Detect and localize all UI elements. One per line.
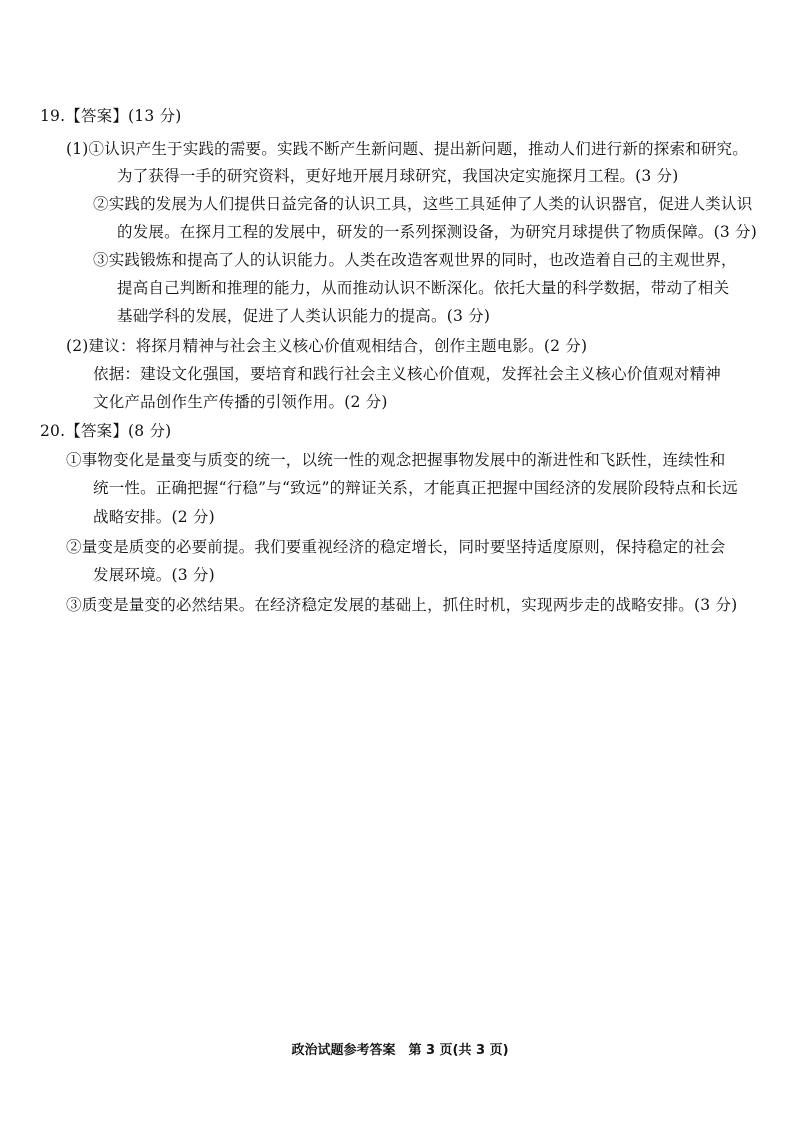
q19-part1-point1-line1: (1)①认识产生于实践的需要。实践不断产生新问题、提出新问题，推动人们进行新的探索和研究。 [66, 140, 748, 158]
q19-part2-basis-line2: 文化产品创作生产传播的引领作用。(2 分) [93, 393, 388, 411]
q19-part1-point3-line3: 基础学科的发展，促进了人类认识能力的提高。(3 分) [117, 307, 491, 325]
q19-part2-suggestion: (2)建议：将探月精神与社会主义核心价值观相结合，创作主题电影。(2 分) [66, 337, 588, 355]
q20-point2-line2: 发展环境。(3 分) [93, 566, 215, 584]
q19-part1-point2-line2: 的发展。在探月工程的发展中，研发的一系列探测设备，为研究月球提供了物质保障。(3 分) [117, 223, 757, 241]
q20-point1-line3: 战略安排。(2 分) [93, 508, 215, 526]
q20-point1-line2: 统一性。正确把握“行稳”与“致远”的辩证关系，才能真正把握中国经济的发展阶段特点和长远 [93, 479, 738, 497]
q19-part1-point3-line1: ③实践锻炼和提高了人的认识能力。人类在改造客观世界的同时，也改造着自己的主观世界， [93, 251, 737, 269]
q19-part1-point2-line1: ②实践的发展为人们提供日益完备的认识工具，这些工具延伸了人类的认识器官，促进人类认识 [93, 195, 753, 213]
q19-header: 19.【答案】(13 分) [40, 107, 182, 125]
q20-point1-line1: ①事物变化是量变与质变的统一，以统一性的观念把握事物发展中的渐进性和飞跃性，连续性和 [66, 451, 726, 469]
q19-part2-basis-line1: 依据：建设文化强国，要培育和践行社会主义核心价值观，发挥社会主义核心价值观对精神 [93, 365, 722, 383]
q19-part1-point1-line2: 为了获得一手的研究资料，更好地开展月球研究，我国决定实施探月工程。(3 分) [117, 167, 679, 185]
q20-point2-line1: ②量变是质变的必要前提。我们要重视经济的稳定增长，同时要坚持适度原则，保持稳定的社会 [66, 538, 726, 556]
q19-part1-point3-line2: 提高自己判断和推理的能力，从而推动认识不断深化。依托大量的科学数据，带动了相关 [117, 279, 730, 297]
page-footer: 政治试题参考答案 第 3 页(共 3 页) [291, 1043, 509, 1058]
q20-header: 20.【答案】(8 分) [40, 422, 172, 440]
q20-point3-line1: ③质变是量变的必然结果。在经济稳定发展的基础上，抓住时机，实现两步走的战略安排。(3 分) [66, 596, 738, 614]
